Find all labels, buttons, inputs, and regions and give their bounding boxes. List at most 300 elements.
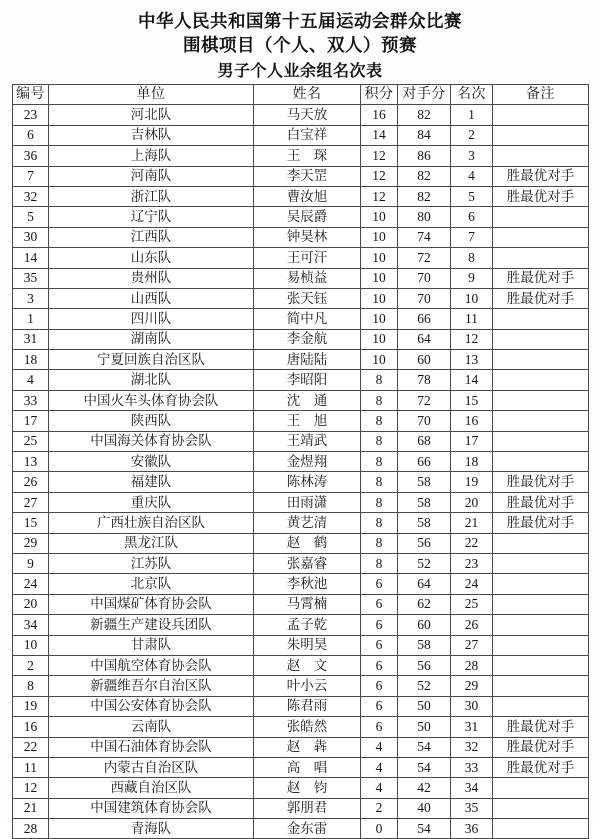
- cell-unit: 福建队: [49, 472, 254, 492]
- cell-name: 白宝祥: [254, 125, 361, 145]
- cell-rank: 27: [451, 635, 493, 655]
- cell-unit: 江苏队: [49, 553, 254, 573]
- cell-note: [493, 819, 589, 839]
- cell-score: 10: [361, 268, 398, 288]
- cell-note: [493, 635, 589, 655]
- title-line-2: 围棋项目（个人、双人）预赛: [183, 35, 417, 55]
- cell-name: 郭朋君: [254, 798, 361, 818]
- title-line-3: 男子个人业余组名次表: [217, 63, 383, 80]
- cell-note: [493, 227, 589, 247]
- cell-opp: 50: [398, 717, 451, 737]
- cell-opp: 70: [398, 411, 451, 431]
- cell-no: 28: [13, 819, 49, 839]
- cell-unit: 重庆队: [49, 492, 254, 512]
- cell-no: 15: [13, 513, 49, 533]
- cell-opp: 54: [398, 757, 451, 777]
- cell-no: 16: [13, 717, 49, 737]
- cell-score: 8: [361, 411, 398, 431]
- cell-rank: 30: [451, 696, 493, 716]
- cell-no: 29: [13, 533, 49, 553]
- cell-unit: 新疆生产建设兵团队: [49, 615, 254, 635]
- cell-unit: 中国煤矿体育协会队: [49, 594, 254, 614]
- cell-rank: 7: [451, 227, 493, 247]
- cell-unit: 中国火车头体育协会队: [49, 390, 254, 410]
- cell-name: 易桢益: [254, 268, 361, 288]
- table-row: [13, 676, 589, 696]
- cell-opp: 78: [398, 370, 451, 390]
- table-row: [13, 146, 589, 166]
- cell-no: 22: [13, 737, 49, 757]
- cell-score: 6: [361, 696, 398, 716]
- cell-rank: 24: [451, 574, 493, 594]
- table-row: [13, 492, 589, 512]
- cell-unit: 内蒙古自治区队: [49, 757, 254, 777]
- cell-no: 4: [13, 370, 49, 390]
- cell-opp: 72: [398, 248, 451, 268]
- cell-rank: 15: [451, 390, 493, 410]
- cell-score: 6: [361, 655, 398, 675]
- cell-note: 胜最优对手: [493, 268, 589, 288]
- cell-no: 11: [13, 757, 49, 777]
- cell-name: 高 唱: [254, 757, 361, 777]
- cell-score: 8: [361, 452, 398, 472]
- cell-note: [493, 452, 589, 472]
- cell-rank: 3: [451, 146, 493, 166]
- document-titles: [0, 0, 600, 84]
- cell-opp: 64: [398, 574, 451, 594]
- cell-no: 18: [13, 350, 49, 370]
- table-header-row: [13, 85, 589, 105]
- cell-note: [493, 676, 589, 696]
- table-row: [13, 248, 589, 268]
- cell-note: [493, 329, 589, 349]
- cell-opp: 86: [398, 146, 451, 166]
- cell-note: 胜最优对手: [493, 166, 589, 186]
- cell-score: 8: [361, 492, 398, 512]
- cell-opp: 60: [398, 615, 451, 635]
- table-row: [13, 411, 589, 431]
- cell-rank: 17: [451, 431, 493, 451]
- cell-no: 27: [13, 492, 49, 512]
- cell-opp: 64: [398, 329, 451, 349]
- cell-name: 赵 钧: [254, 778, 361, 798]
- cell-rank: 2: [451, 125, 493, 145]
- cell-note: [493, 778, 589, 798]
- cell-no: 1: [13, 309, 49, 329]
- cell-name: 吴辰爵: [254, 207, 361, 227]
- rank-table-body: [13, 105, 589, 839]
- cell-score: 6: [361, 676, 398, 696]
- cell-score: 8: [361, 370, 398, 390]
- cell-opp: 40: [398, 798, 451, 818]
- cell-unit: 甘肃队: [49, 635, 254, 655]
- cell-opp: 74: [398, 227, 451, 247]
- cell-opp: 82: [398, 186, 451, 206]
- cell-no: 9: [13, 553, 49, 573]
- rank-table: [12, 84, 589, 839]
- cell-rank: 10: [451, 288, 493, 308]
- cell-no: 20: [13, 594, 49, 614]
- cell-note: 胜最优对手: [493, 737, 589, 757]
- cell-score: 6: [361, 615, 398, 635]
- cell-note: 胜最优对手: [493, 288, 589, 308]
- cell-note: [493, 594, 589, 614]
- cell-opp: 80: [398, 207, 451, 227]
- cell-name: 沈 通: [254, 390, 361, 410]
- cell-note: [493, 207, 589, 227]
- title-line-1: 中华人民共和国第十五届运动会群众比赛: [138, 11, 462, 31]
- cell-rank: 32: [451, 737, 493, 757]
- cell-rank: 20: [451, 492, 493, 512]
- column-header-rank: 名次: [451, 85, 493, 105]
- cell-note: [493, 390, 589, 410]
- cell-rank: 36: [451, 819, 493, 839]
- cell-note: 胜最优对手: [493, 513, 589, 533]
- cell-name: 王可汗: [254, 248, 361, 268]
- cell-rank: 14: [451, 370, 493, 390]
- cell-opp: 56: [398, 533, 451, 553]
- table-row: [13, 329, 589, 349]
- cell-opp: 62: [398, 594, 451, 614]
- cell-rank: 19: [451, 472, 493, 492]
- cell-name: 李天罡: [254, 166, 361, 186]
- table-row: [13, 370, 589, 390]
- cell-opp: 60: [398, 350, 451, 370]
- cell-unit: 河南队: [49, 166, 254, 186]
- cell-opp: 58: [398, 513, 451, 533]
- cell-name: 张皓然: [254, 717, 361, 737]
- table-row: [13, 717, 589, 737]
- cell-note: [493, 533, 589, 553]
- cell-score: 6: [361, 594, 398, 614]
- cell-name: 简中凡: [254, 309, 361, 329]
- cell-unit: 上海队: [49, 146, 254, 166]
- table-row: [13, 594, 589, 614]
- cell-score: 4: [361, 737, 398, 757]
- cell-name: 马天放: [254, 105, 361, 125]
- cell-no: 13: [13, 452, 49, 472]
- cell-score: 10: [361, 288, 398, 308]
- cell-no: 19: [13, 696, 49, 716]
- column-header-note: 备注: [493, 85, 589, 105]
- table-row: [13, 125, 589, 145]
- cell-unit: 吉林队: [49, 125, 254, 145]
- table-row: [13, 696, 589, 716]
- cell-score: 16: [361, 105, 398, 125]
- cell-note: [493, 655, 589, 675]
- cell-note: 胜最优对手: [493, 186, 589, 206]
- cell-score: 0: [361, 819, 398, 839]
- cell-no: 36: [13, 146, 49, 166]
- table-row: [13, 227, 589, 247]
- cell-note: 胜最优对手: [493, 757, 589, 777]
- cell-unit: 黑龙江队: [49, 533, 254, 553]
- cell-no: 10: [13, 635, 49, 655]
- table-row: [13, 778, 589, 798]
- cell-rank: 29: [451, 676, 493, 696]
- cell-score: 10: [361, 248, 398, 268]
- cell-no: 23: [13, 105, 49, 125]
- cell-opp: 52: [398, 676, 451, 696]
- cell-name: 马霄楠: [254, 594, 361, 614]
- cell-rank: 13: [451, 350, 493, 370]
- cell-rank: 23: [451, 553, 493, 573]
- cell-score: 10: [361, 227, 398, 247]
- table-row: [13, 309, 589, 329]
- cell-unit: 山西队: [49, 288, 254, 308]
- column-header-score: 积分: [361, 85, 398, 105]
- cell-no: 33: [13, 390, 49, 410]
- cell-rank: 5: [451, 186, 493, 206]
- table-row: [13, 513, 589, 533]
- cell-name: 王 旭: [254, 411, 361, 431]
- table-row: [13, 268, 589, 288]
- cell-rank: 31: [451, 717, 493, 737]
- table-row: [13, 635, 589, 655]
- cell-score: 2: [361, 798, 398, 818]
- cell-note: 胜最优对手: [493, 472, 589, 492]
- column-header-opp: 对手分: [398, 85, 451, 105]
- cell-opp: 72: [398, 390, 451, 410]
- cell-unit: 河北队: [49, 105, 254, 125]
- cell-rank: 33: [451, 757, 493, 777]
- cell-unit: 广西壮族自治区队: [49, 513, 254, 533]
- cell-opp: 66: [398, 309, 451, 329]
- cell-name: 陈君雨: [254, 696, 361, 716]
- cell-opp: 82: [398, 166, 451, 186]
- cell-name: 钟昊林: [254, 227, 361, 247]
- cell-name: 孟子乾: [254, 615, 361, 635]
- cell-opp: 68: [398, 431, 451, 451]
- cell-rank: 6: [451, 207, 493, 227]
- cell-name: 李金航: [254, 329, 361, 349]
- cell-opp: 50: [398, 696, 451, 716]
- table-row: [13, 166, 589, 186]
- cell-rank: 25: [451, 594, 493, 614]
- column-header-name: 姓名: [254, 85, 361, 105]
- cell-name: 黄艺清: [254, 513, 361, 533]
- table-row: [13, 207, 589, 227]
- cell-opp: 42: [398, 778, 451, 798]
- cell-note: [493, 248, 589, 268]
- cell-name: 陈林涛: [254, 472, 361, 492]
- table-row: [13, 655, 589, 675]
- cell-score: 10: [361, 350, 398, 370]
- cell-rank: 4: [451, 166, 493, 186]
- cell-no: 34: [13, 615, 49, 635]
- cell-rank: 1: [451, 105, 493, 125]
- cell-no: 30: [13, 227, 49, 247]
- cell-unit: 中国航空体育协会队: [49, 655, 254, 675]
- cell-note: [493, 146, 589, 166]
- cell-note: [493, 553, 589, 573]
- cell-score: 12: [361, 166, 398, 186]
- cell-score: 8: [361, 472, 398, 492]
- cell-note: [493, 309, 589, 329]
- cell-no: 31: [13, 329, 49, 349]
- cell-note: 胜最优对手: [493, 717, 589, 737]
- cell-note: [493, 615, 589, 635]
- table-row: [13, 798, 589, 818]
- cell-no: 5: [13, 207, 49, 227]
- table-row: [13, 553, 589, 573]
- cell-name: 朱明昊: [254, 635, 361, 655]
- cell-note: [493, 798, 589, 818]
- table-row: [13, 757, 589, 777]
- cell-unit: 新疆维吾尔自治区队: [49, 676, 254, 696]
- table-row: [13, 615, 589, 635]
- cell-rank: 35: [451, 798, 493, 818]
- cell-no: 26: [13, 472, 49, 492]
- cell-no: 6: [13, 125, 49, 145]
- cell-score: 14: [361, 125, 398, 145]
- cell-rank: 26: [451, 615, 493, 635]
- cell-note: [493, 105, 589, 125]
- table-row: [13, 105, 589, 125]
- cell-score: 12: [361, 186, 398, 206]
- rank-table-wrapper: [0, 84, 600, 839]
- cell-note: [493, 370, 589, 390]
- cell-name: 曹汝旭: [254, 186, 361, 206]
- cell-name: 张嘉睿: [254, 553, 361, 573]
- cell-name: 金东雷: [254, 819, 361, 839]
- cell-no: 35: [13, 268, 49, 288]
- cell-rank: 8: [451, 248, 493, 268]
- table-row: [13, 472, 589, 492]
- cell-no: 3: [13, 288, 49, 308]
- cell-unit: 山东队: [49, 248, 254, 268]
- cell-unit: 湖南队: [49, 329, 254, 349]
- table-row: [13, 390, 589, 410]
- cell-score: 12: [361, 146, 398, 166]
- cell-opp: 54: [398, 737, 451, 757]
- cell-unit: 中国海关体育协会队: [49, 431, 254, 451]
- cell-name: 田雨潇: [254, 492, 361, 512]
- cell-name: 李秋池: [254, 574, 361, 594]
- cell-opp: 70: [398, 268, 451, 288]
- cell-note: [493, 574, 589, 594]
- cell-unit: 湖北队: [49, 370, 254, 390]
- cell-unit: 中国石油体育协会队: [49, 737, 254, 757]
- column-header-no: 编号: [13, 85, 49, 105]
- table-row: [13, 186, 589, 206]
- cell-score: 10: [361, 207, 398, 227]
- cell-note: [493, 431, 589, 451]
- cell-opp: 52: [398, 553, 451, 573]
- cell-name: 王靖武: [254, 431, 361, 451]
- cell-opp: 84: [398, 125, 451, 145]
- cell-no: 24: [13, 574, 49, 594]
- cell-unit: 青海队: [49, 819, 254, 839]
- cell-unit: 四川队: [49, 309, 254, 329]
- cell-rank: 22: [451, 533, 493, 553]
- cell-note: [493, 696, 589, 716]
- cell-score: 4: [361, 757, 398, 777]
- cell-opp: 82: [398, 105, 451, 125]
- cell-no: 12: [13, 778, 49, 798]
- cell-opp: 54: [398, 819, 451, 839]
- cell-score: 10: [361, 309, 398, 329]
- cell-opp: 70: [398, 288, 451, 308]
- cell-no: 14: [13, 248, 49, 268]
- cell-name: 赵 犇: [254, 737, 361, 757]
- cell-note: [493, 350, 589, 370]
- cell-no: 8: [13, 676, 49, 696]
- table-row: [13, 574, 589, 594]
- cell-name: 叶小云: [254, 676, 361, 696]
- cell-note: 胜最优对手: [493, 492, 589, 512]
- cell-rank: 16: [451, 411, 493, 431]
- cell-name: 赵 文: [254, 655, 361, 675]
- cell-score: 6: [361, 574, 398, 594]
- cell-no: 17: [13, 411, 49, 431]
- cell-note: [493, 125, 589, 145]
- table-row: [13, 288, 589, 308]
- cell-rank: 21: [451, 513, 493, 533]
- cell-opp: 66: [398, 452, 451, 472]
- table-row: [13, 350, 589, 370]
- cell-opp: 58: [398, 472, 451, 492]
- cell-score: 8: [361, 553, 398, 573]
- cell-unit: 安徽队: [49, 452, 254, 472]
- cell-unit: 辽宁队: [49, 207, 254, 227]
- cell-name: 赵 鹤: [254, 533, 361, 553]
- cell-unit: 中国公安体育协会队: [49, 696, 254, 716]
- cell-name: 李昭阳: [254, 370, 361, 390]
- cell-no: 7: [13, 166, 49, 186]
- cell-unit: 陕西队: [49, 411, 254, 431]
- cell-rank: 11: [451, 309, 493, 329]
- table-row: [13, 819, 589, 839]
- cell-score: 6: [361, 717, 398, 737]
- table-row: [13, 737, 589, 757]
- cell-no: 25: [13, 431, 49, 451]
- cell-score: 6: [361, 635, 398, 655]
- cell-no: 2: [13, 655, 49, 675]
- cell-name: 张天钰: [254, 288, 361, 308]
- cell-note: [493, 411, 589, 431]
- cell-opp: 58: [398, 492, 451, 512]
- cell-score: 8: [361, 431, 398, 451]
- cell-opp: 56: [398, 655, 451, 675]
- cell-score: 8: [361, 513, 398, 533]
- cell-rank: 9: [451, 268, 493, 288]
- table-row: [13, 452, 589, 472]
- table-row: [13, 431, 589, 451]
- cell-unit: 浙江队: [49, 186, 254, 206]
- cell-unit: 北京队: [49, 574, 254, 594]
- cell-rank: 28: [451, 655, 493, 675]
- cell-score: 8: [361, 390, 398, 410]
- cell-rank: 12: [451, 329, 493, 349]
- rank-table-head: [13, 85, 589, 105]
- cell-unit: 江西队: [49, 227, 254, 247]
- cell-unit: 云南队: [49, 717, 254, 737]
- cell-name: 金煜翔: [254, 452, 361, 472]
- column-header-unit: 单位: [49, 85, 254, 105]
- cell-score: 10: [361, 329, 398, 349]
- cell-score: 4: [361, 778, 398, 798]
- cell-unit: 中国建筑体育协会队: [49, 798, 254, 818]
- cell-no: 21: [13, 798, 49, 818]
- cell-score: 8: [361, 533, 398, 553]
- cell-no: 32: [13, 186, 49, 206]
- cell-name: 王 琛: [254, 146, 361, 166]
- cell-rank: 18: [451, 452, 493, 472]
- cell-unit: 宁夏回族自治区队: [49, 350, 254, 370]
- cell-name: 唐陆陆: [254, 350, 361, 370]
- cell-opp: 58: [398, 635, 451, 655]
